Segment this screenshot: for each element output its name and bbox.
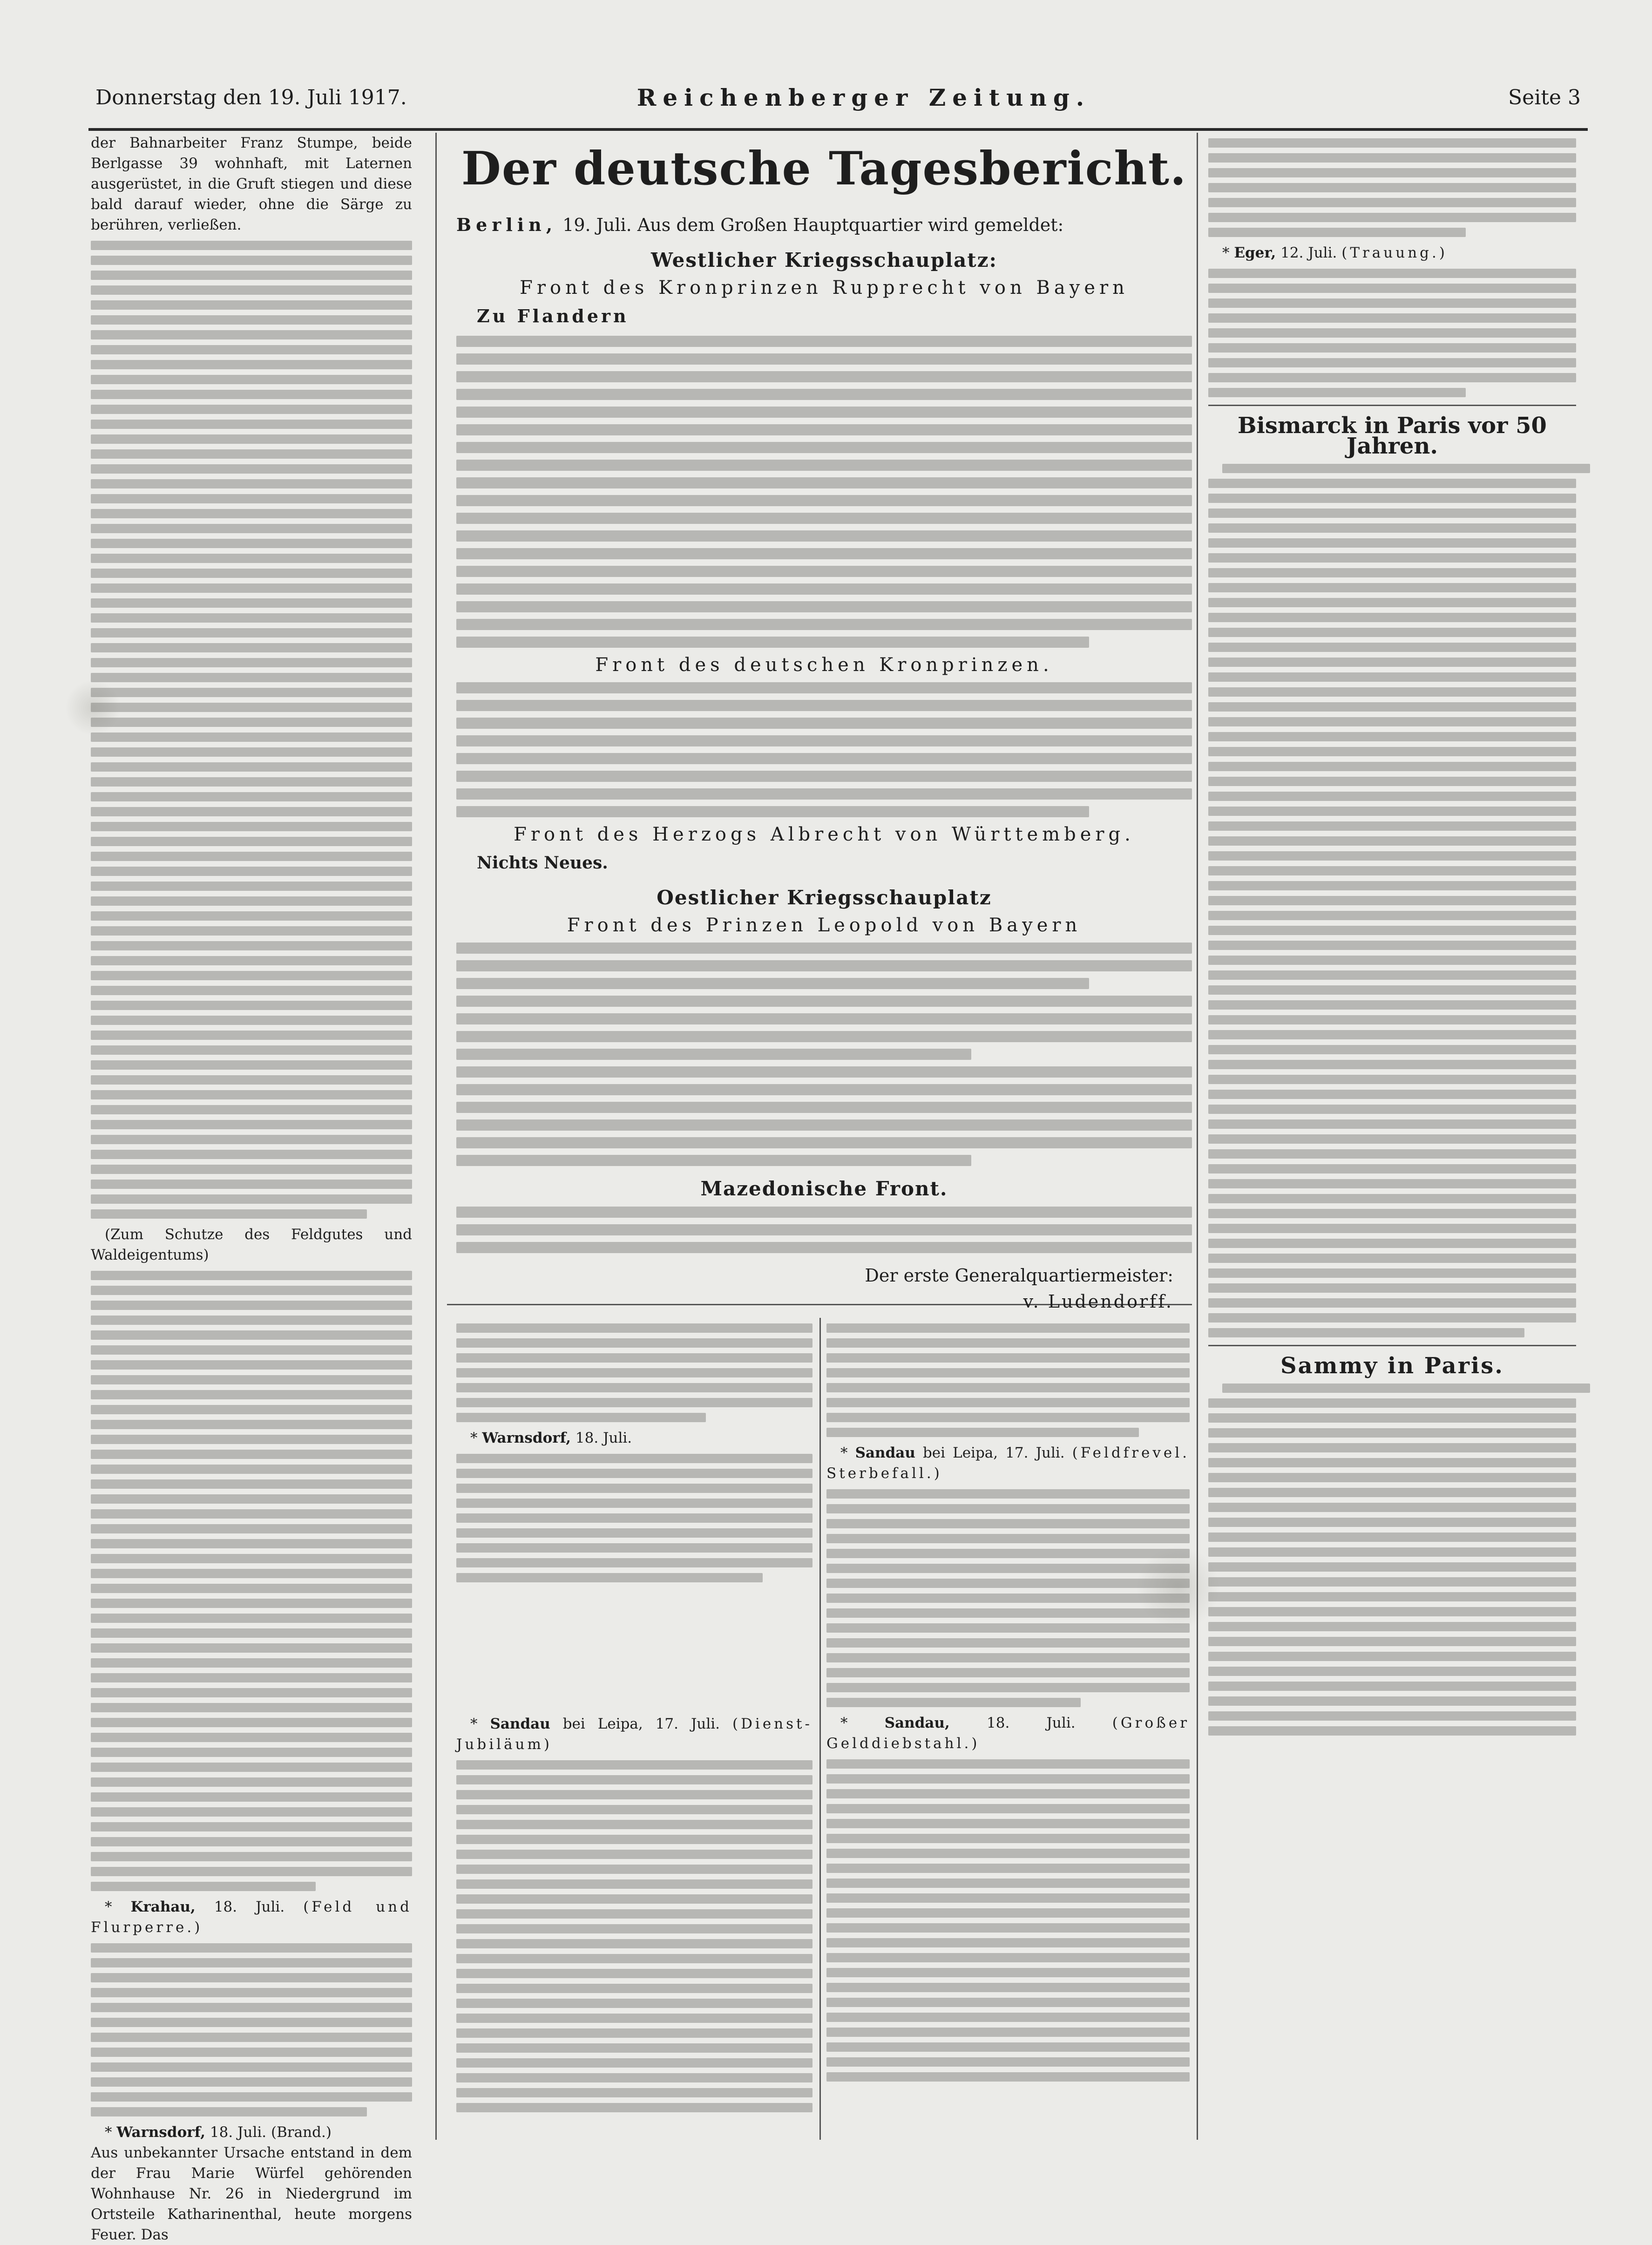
- left-column: der Bahnarbeiter Franz Stumpe, beide Berlgasse 39 wohnhaft, mit Laternen ausgerüstet, in die Gruft stiegen und diese bald darauf wieder, ohne die Särge zu berühren, verließen. (Zum Schutze des Feldgutes und Waldeigentums) * Krahau, 18. Juli. (Feld und Flurperre.) * Warnsdorf, 18. Juli. (Brand.) Aus unbekannter Ursache entstand in dem der Frau Marie Würfel gehörenden Wohnhause Nr. 26 in Niedergrund im Ortsteile Katharinenthal, heute morgens Feuer. Das: [91, 133, 412, 2140]
- bottom-column-2: * Sandau bei Leipa, 17. Juli. (Feldfrevel. Sterbefall.) * Sandau, 18. Juli. (Großer Gelddiebstahl.): [826, 1318, 1190, 2140]
- dateline-date: 18. Juli.: [575, 1430, 632, 1446]
- article-heading: (Brand.): [271, 2124, 332, 2141]
- dateline-place: Sandau: [490, 1716, 550, 1732]
- dateline-place: Sandau,: [884, 1715, 950, 1731]
- article-heading: (Dienst-Jubiläum): [456, 1716, 812, 1753]
- article-heading: (Feldfrevel. Sterbefall.): [826, 1445, 1190, 1482]
- dateline-date: 18. Juli.: [214, 1899, 285, 1915]
- column-rule: [1197, 133, 1198, 2140]
- dateline-date: 18. Juli.: [210, 2124, 267, 2141]
- article-title: Bismarck in Paris vor 50 Jahren.: [1238, 413, 1547, 459]
- front-heading: Front des Kronprinzen Rupprecht von Bayern: [520, 277, 1129, 298]
- article-title: Sammy in Paris.: [1280, 1353, 1504, 1379]
- masthead: [95, 84, 1581, 116]
- section-heading: Oestlicher Kriegsschauplatz: [657, 886, 992, 909]
- dateline-place: Eger,: [1234, 244, 1276, 261]
- paper-stain: [1136, 1546, 1220, 1630]
- article-text: der Bahnarbeiter Franz Stumpe, beide Berlgasse 39 wohnhaft, mit Laternen ausgerüstet, in die Gruft stiegen und diese bald darauf wieder, ohne die Särge zu berühren, verließen.: [91, 135, 412, 233]
- dateline-place: Krahau,: [130, 1899, 196, 1915]
- front-heading: Front des Herzogs Albrecht von Württemberg.: [514, 824, 1135, 845]
- masthead-rule: [88, 128, 1588, 131]
- issue-date: Donnerstag den 19. Juli 1917.: [95, 86, 407, 109]
- tagesbericht: [456, 133, 1192, 1312]
- article-text: Aus unbekannter Ursache entstand in dem der Frau Marie Würfel gehörenden Wohnhause Nr. 26 in Niedergrund im Ortsteile Katharinenthal, heute morgens Feuer. Das: [91, 2144, 412, 2243]
- section-heading: Westlicher Kriegsschauplatz:: [650, 249, 998, 271]
- dateline-place: Warnsdorf,: [116, 2124, 206, 2141]
- bottom-column-1: * Warnsdorf, 18. Juli. * Sandau bei Leipa, 17. Juli. (Dienst-Jubiläum): [456, 1318, 812, 2140]
- front-heading: Front des deutschen Kronprinzen.: [595, 654, 1053, 676]
- article-heading: (Zum Schutze des Feldgutes und Waldeigentums): [91, 1226, 412, 1263]
- article-heading: (Großer Gelddiebstahl.): [826, 1715, 1190, 1752]
- report-text: Nichts Neues.: [477, 853, 608, 873]
- article-heading: (Feld und Flurperre.): [91, 1899, 412, 1936]
- dateline-place: Sandau: [855, 1445, 915, 1461]
- dateline-date: bei Leipa, 17. Juli.: [922, 1445, 1065, 1461]
- article-heading: (Trauung.): [1341, 244, 1448, 261]
- dateline-date: 18. Juli.: [987, 1715, 1076, 1731]
- paper-stain: [65, 680, 121, 736]
- newspaper-title: Reichenberger Zeitung.: [636, 84, 1091, 111]
- paragraph-lead: Zu Flandern: [477, 305, 629, 326]
- tagesbericht-dateline: Berlin, 19. Juli. Aus dem Großen Hauptquartier wird gemeldet:: [456, 214, 1064, 235]
- dateline-date: 12. Juli.: [1280, 244, 1337, 261]
- column-rule: [435, 133, 437, 2140]
- signature: Der erste Generalquartiermeister: v. Ludendorff.: [865, 1265, 1173, 1312]
- dateline-date: bei Leipa, 17. Juli.: [562, 1716, 720, 1732]
- front-heading: Front des Prinzen Leopold von Bayern: [567, 915, 1082, 936]
- dateline-place: Warnsdorf,: [482, 1430, 571, 1446]
- column-rule: [819, 1318, 821, 2140]
- section-heading: Mazedonische Front.: [700, 1177, 948, 1200]
- tagesbericht-title: Der deutsche Tagesbericht.: [461, 142, 1187, 196]
- page-number: Seite 3: [1508, 86, 1581, 109]
- right-column: * Eger, 12. Juli. (Trauung.) Bismarck in Paris vor 50 Jahren. Sammy in Paris.: [1208, 133, 1576, 2140]
